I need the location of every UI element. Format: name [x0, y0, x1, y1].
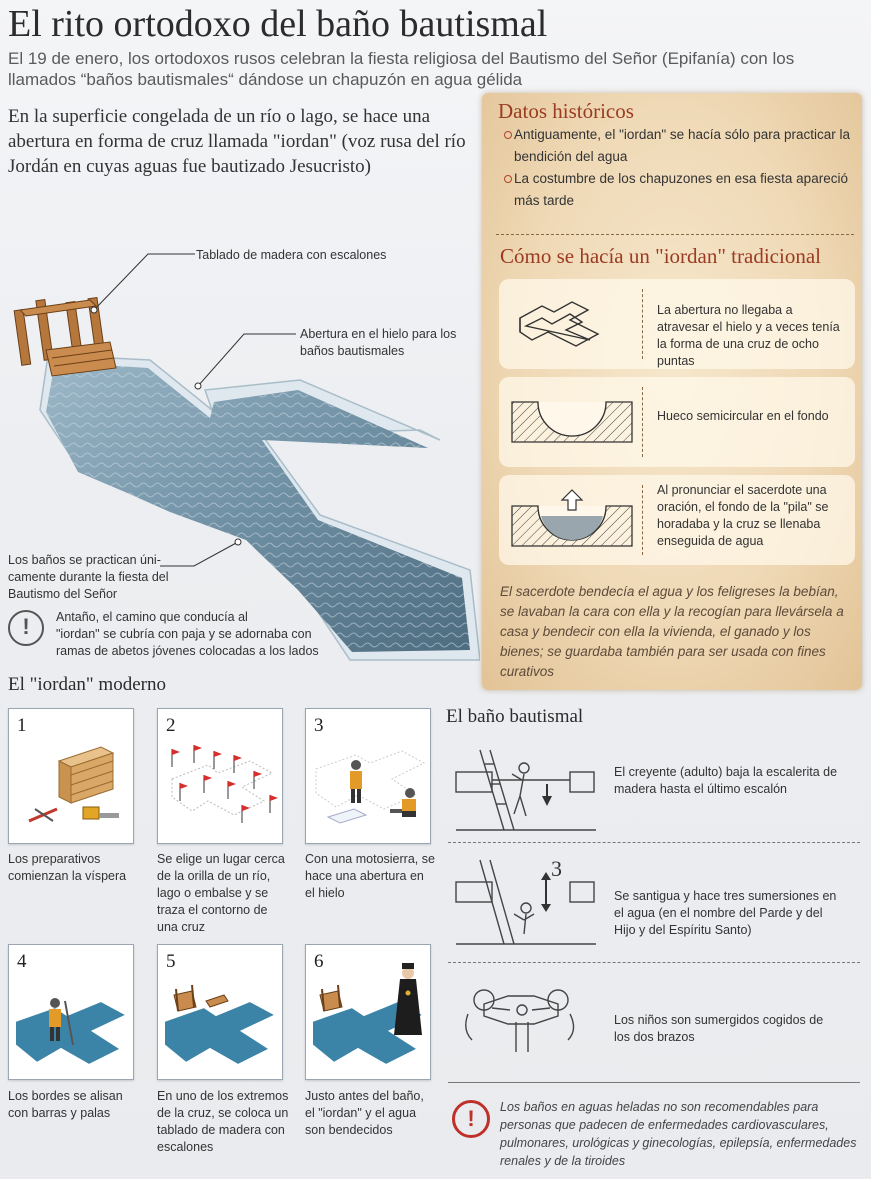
bath-step-text: Los niños son sumergidos cogidos de los dos brazos — [614, 1013, 824, 1044]
step-caption-2: Se elige un lugar cerca de la orilla de un río, lago o embalse y se traza el contorno de una cruz — [157, 852, 285, 934]
step-box-3: 3 — [305, 708, 431, 844]
priest-blessing-icon — [306, 945, 430, 1079]
immersion-count: 3 — [551, 856, 562, 881]
warning-icon: ! — [452, 1100, 490, 1138]
leader-stairs — [94, 254, 195, 310]
page-title: El rito ortodoxo del baño bautismal — [8, 3, 548, 45]
step-caption-5: En uno de los extremos de la cruz, se coloca un tablado de madera con escalones — [157, 1089, 289, 1154]
historic-title: Datos históricos — [498, 99, 634, 123]
chainsaw-workers-icon — [306, 709, 430, 843]
bath-step-text: Se santigua y hace tres sumersiones en el agua (en el nombre del Parde y del Hijo y del Espíritu Santo) — [614, 889, 837, 937]
bath-title: El baño bautismal — [446, 706, 584, 727]
immersion-icon — [450, 856, 600, 952]
divider — [496, 234, 854, 235]
step-box-4: 4 — [8, 944, 134, 1080]
page-subtitle: El 19 de enero, los ortodoxos rusos celebran la fiesta religiosa del Bautismo del Señor (Epifanía) con los llamados “baños bautismales“ dándose un chapuzón en agua gélida — [8, 49, 795, 89]
step-box-1: 1 — [8, 708, 134, 844]
leader-opening — [198, 334, 296, 386]
card-text: Al pronunciar el sacerdote una oración, el fondo de la "pila" se horadaba y la cruz se llenaba enseguida de agua — [657, 483, 829, 548]
bullet-icon — [504, 175, 512, 183]
lumber-icon — [9, 709, 133, 843]
step-box-6: 6 — [305, 944, 431, 1080]
card-text: Hueco semicircular en el fondo — [657, 409, 829, 423]
children-immersion-icon — [458, 974, 582, 1056]
flags-outline-icon — [158, 709, 282, 843]
exclamation-icon: ! — [8, 610, 44, 646]
label-festival: Los baños se practican úni- camente durante la fiesta del Bautismo del Señor — [8, 553, 169, 601]
modern-title: El "iordan" moderno — [8, 674, 166, 695]
placing-steps-icon — [158, 945, 282, 1079]
bullet-icon — [504, 131, 512, 139]
step-box-2: 2 — [157, 708, 283, 844]
intro-text: En la superficie congelada de un río o lago, se hace una abertura en forma de cruz llamada "iordan" (voz rusa del río Jordán en cuyas aguas fue bautizado Jesucristo) — [8, 106, 466, 177]
cross-pit-icon — [512, 288, 622, 360]
semicircle-hollow-icon — [510, 396, 634, 450]
bath-step-text: El creyente (adulto) baja la escalerita de madera hasta el último escalón — [614, 765, 838, 796]
step-caption-3: Con una motosierra, se hace una abertura en el hielo — [305, 852, 435, 900]
step-caption-4: Los bordes se alisan con barras y palas — [8, 1089, 123, 1120]
historic-item: Antiguamente, el "iordan" se hacía sólo para practicar la bendición del agua — [504, 124, 854, 168]
label-opening: Abertura en el hielo para los baños bautismales — [300, 327, 457, 358]
water-rising-icon — [510, 488, 634, 554]
wooden-steps-icon — [14, 298, 116, 376]
traditional-note: El sacerdote bendecía el agua y los feligreses la bebían, se lavaban la cara con ella y la recogían para llevársela a casa y bendecir con ella la vivienda, el ganado y los bienes; se guardaba también para ser usada con fines curativos — [500, 584, 844, 679]
step-caption-6: Justo antes del baño, el "iordan" y el agua son bendecidos — [305, 1089, 424, 1137]
smoothing-edges-icon — [9, 945, 133, 1079]
card-text: La abertura no llegaba a atravesar el hielo y a veces tenía la forma de una cruz de ocho puntas — [657, 303, 840, 368]
step-box-5: 5 — [157, 944, 283, 1080]
label-stairs: Tablado de madera con escalones — [196, 248, 387, 262]
notice-text: Antaño, el camino que conducía al "iordan" se cubría con paja y se adornaba con ramas de abetos jóvenes colocadas a los lados — [56, 610, 319, 658]
historic-item: La costumbre de los chapuzones en esa fiesta apareció más tarde — [504, 168, 854, 212]
step-caption-1: Los preparativos comienzan la víspera — [8, 852, 127, 883]
ladder-descent-icon — [450, 740, 600, 836]
health-warning: Los baños en aguas heladas no son recomendables para personas que padecen de enfermedades cardiovasculares, pulmonares, urológicas y ginecologías, epilepsía, enfermedades renales y de la tiroides — [500, 1100, 857, 1168]
traditional-title: Cómo se hacía un "iordan" tradicional — [500, 244, 821, 268]
